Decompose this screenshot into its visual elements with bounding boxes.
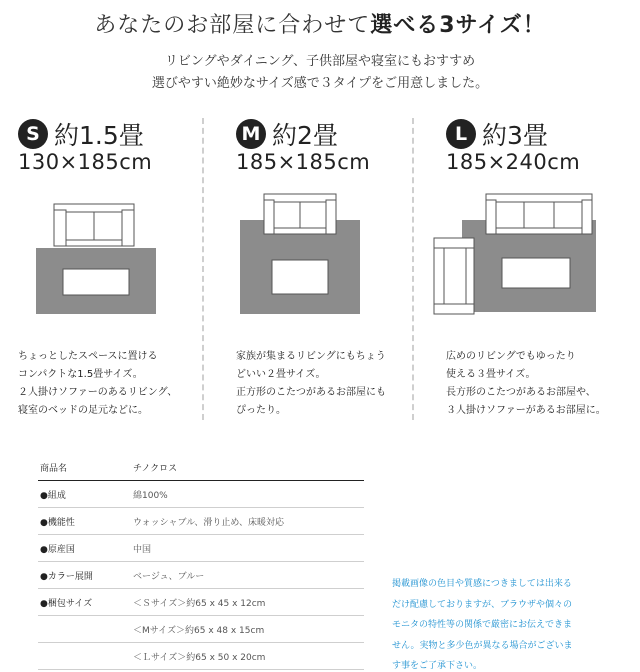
size-badge: S [18,119,48,149]
size-card-m [236,116,436,436]
size-description [446,348,640,420]
table [272,260,328,294]
description-line: 広めのリビングでもゆったり [446,351,576,362]
color-disclaimer-note [392,574,632,672]
size-description [18,348,228,420]
description-line: 長方形のこたつがあるお部屋や、 [446,387,596,398]
description-line: 家族が集まるリビングにもちょう [236,351,386,362]
description-line: ぴったり。 [236,405,286,416]
description-line: 正方形のこたつがあるお部屋にも [236,387,386,398]
size-description [236,348,446,420]
size-name: 約3畳 [482,121,548,150]
rug-illustration-l [434,194,604,314]
spec-value: 中国 [133,544,152,555]
description-line: どいい２畳サイズ。 [236,369,326,380]
spec-row-package-m [38,616,364,643]
subtitle-line-2: 選びやすい絶妙なサイズ感で３タイプをご用意しました。 [151,76,489,91]
title-strong: 選べる3サイズ！ [370,13,546,38]
size-dimensions: 130×185cm [18,150,153,174]
note-line: せん。実物と多少色が異なる場合がございま [392,640,573,651]
spec-value: ＜Ｌサイズ＞約65 x 50 x 20cm [133,652,266,663]
spec-label: ●カラー展開 [40,571,93,582]
size-card-s [18,116,218,436]
sofa-2-seat [264,194,336,234]
subtitle-line-1: リビングやダイニング、子供部屋や寝室にもおすすめ [164,54,476,69]
size-dimensions: 185×185cm [236,150,371,174]
spec-value: 綿100% [133,490,168,501]
size-name: 約1.5畳 [54,121,144,150]
spec-row-package-l [38,643,364,670]
spec-row-composition [38,481,364,508]
spec-value: ベージュ、ブルー [133,571,205,582]
spec-value: ＜Mサイズ＞約65 x 48 x 15cm [133,625,265,636]
description-line: ３人掛けソファーがあるお部屋に。 [446,405,606,416]
size-badge: L [446,119,476,149]
spec-value: チノクロス [133,463,178,474]
note-line: す事をご了承下さい。 [392,661,483,671]
size-card-l [446,116,640,436]
size-heading [236,116,338,152]
spec-row-colors [38,562,364,589]
rug-illustration-m [240,194,370,314]
spec-value: ＜Ｓサイズ＞約65 x 45 x 12cm [133,598,266,609]
description-line: コンパクトな1.5畳サイズ。 [18,369,143,380]
spec-label: ●機能性 [40,517,75,528]
size-heading [18,116,144,152]
table [502,258,570,288]
description-line: ２人掛けソファーのあるリビング、 [18,387,178,398]
description-line: 寝室のベッドの足元などに。 [18,405,148,416]
spec-label: ●梱包サイズ [40,598,93,609]
table [63,269,129,295]
note-line: 掲載画像の色目や質感につきましては出来る [392,579,572,589]
spec-value: ウォッシャブル、滑り止め、床暖対応 [133,517,285,528]
page-title [0,8,640,39]
spec-row-package-s [38,589,364,616]
sofa-2-seat [54,204,134,246]
spec-label: ●組成 [40,490,66,501]
spec-label: 商品名 [40,463,68,474]
armchair [434,238,474,314]
description-line: ちょっとしたスペースに置ける [18,351,158,362]
spec-row-features [38,508,364,535]
size-badge: M [236,119,266,149]
rug-illustration-s [36,204,166,314]
size-heading [446,116,548,152]
spec-label: ●原産国 [40,544,75,555]
spec-table [38,454,364,670]
spec-row-origin [38,535,364,562]
size-dimensions: 185×240cm [446,150,581,174]
note-line: だけ配慮しておりますが、ブラウザや個々の [392,599,573,610]
note-line: モニタの特性等の関係で厳密にお伝えできま [392,620,573,630]
spec-row-product-name [38,454,364,481]
size-name: 約2畳 [272,121,338,150]
sofa-3-seat [486,194,592,234]
description-line: 使える３畳サイズ。 [446,369,536,380]
title-plain: あなたのお部屋に合わせて [94,13,371,38]
